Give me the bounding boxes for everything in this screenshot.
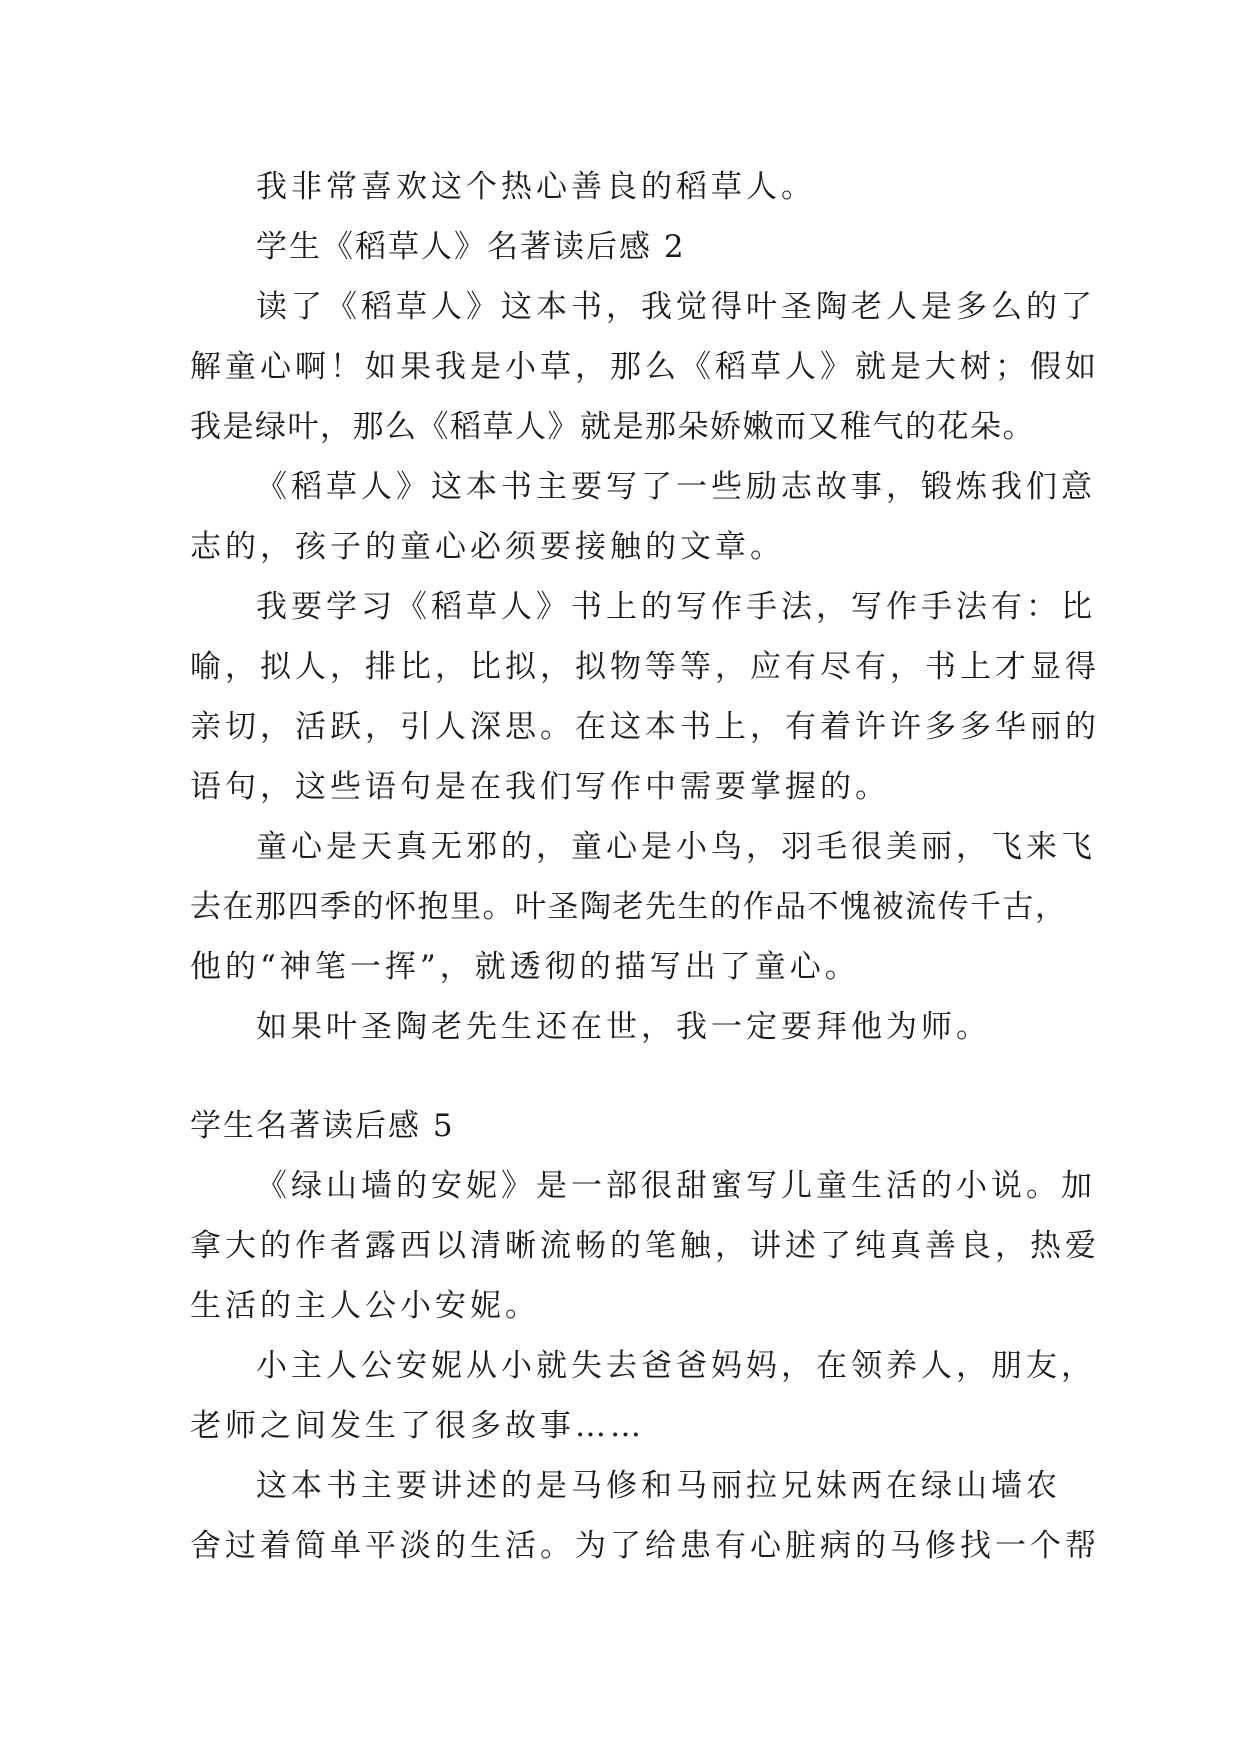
- paragraph-line: 我要学习《稻草人》书上的写作手法，写作手法有：比: [256, 589, 1096, 625]
- paragraph-line: 拿大的作者露西以清晰流畅的笔触，讲述了纯真善良，热爱: [190, 1228, 1100, 1264]
- paragraph-line: 喻，拟人，排比，比拟，拟物等等，应有尽有，书上才显得: [190, 649, 1100, 685]
- paragraph-line: 老师之间发生了很多故事……: [190, 1408, 645, 1444]
- section-title: 学生名著读后感 5: [190, 1108, 455, 1144]
- paragraph-line: 我非常喜欢这个热心善良的稻草人。: [256, 169, 816, 205]
- paragraph-line: 《稻草人》这本书主要写了一些励志故事，锻炼我们意: [256, 469, 1096, 505]
- paragraph-line: 亲切，活跃，引人深思。在这本书上，有着许许多多华丽的: [190, 709, 1100, 745]
- paragraph-line: 我是绿叶，那么《稻草人》就是那朵娇嫩而又稚气的花朵。: [190, 409, 1035, 445]
- paragraph-line: 去在那四季的怀抱里。叶圣陶老先生的作品不愧被流传千古，: [190, 889, 1068, 925]
- paragraph-line: 他的“神笔一挥”，就透彻的描写出了童心。: [190, 949, 860, 985]
- paragraph-line: 读了《稻草人》这本书，我觉得叶圣陶老人是多么的了: [256, 289, 1096, 325]
- paragraph-line: 这本书主要讲述的是马修和马丽拉兄妹两在绿山墙农: [256, 1468, 1061, 1504]
- paragraph-line: 舍过着简单平淡的生活。为了给患有心脏病的马修找一个帮: [190, 1528, 1100, 1564]
- paragraph-line: 生活的主人公小安妮。: [190, 1288, 540, 1324]
- paragraph-line: 童心是天真无邪的，童心是小鸟，羽毛很美丽，飞来飞: [256, 829, 1096, 865]
- paragraph-line: 语句，这些语句是在我们写作中需要掌握的。: [190, 769, 890, 805]
- paragraph-line: 志的，孩子的童心必须要接触的文章。: [190, 529, 785, 565]
- paragraph-line: 小主人公安妮从小就失去爸爸妈妈，在领养人，朋友，: [256, 1348, 1096, 1384]
- paragraph-line: 《绿山墙的安妮》是一部很甜蜜写儿童生活的小说。加: [256, 1168, 1096, 1204]
- paragraph-line: 解童心啊！如果我是小草，那么《稻草人》就是大树；假如: [190, 349, 1100, 385]
- section-subtitle: 学生《稻草人》名著读后感 2: [256, 229, 686, 265]
- paragraph-line: 如果叶圣陶老先生还在世，我一定要拜他为师。: [256, 1009, 991, 1045]
